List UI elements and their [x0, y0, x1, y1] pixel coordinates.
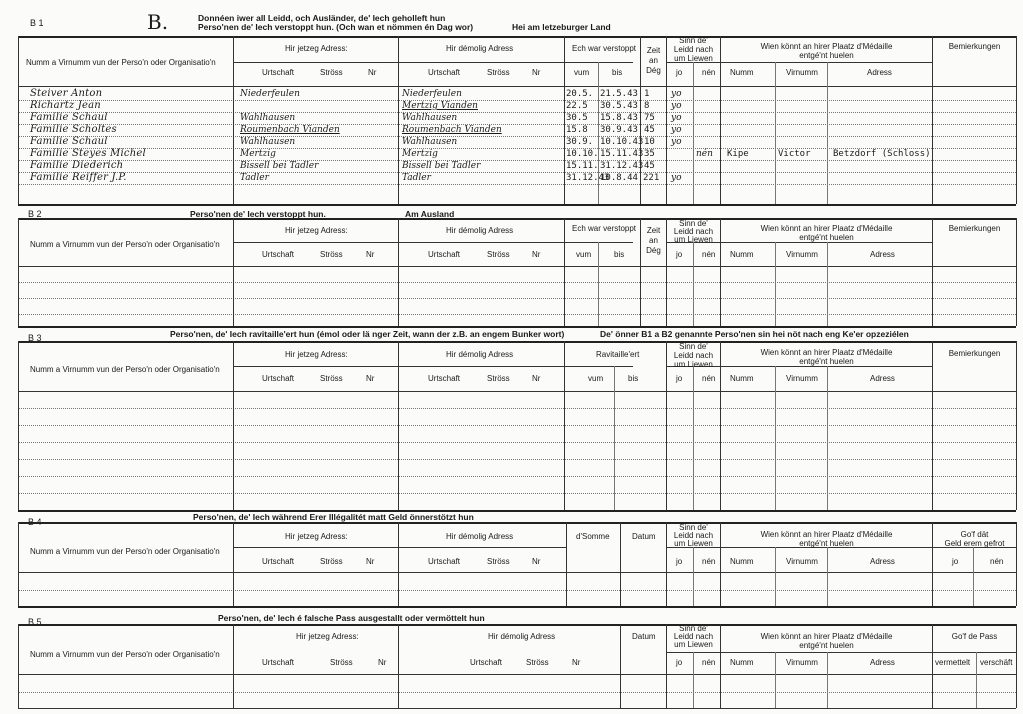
b1-row-bis: 10.8.44 — [600, 173, 638, 183]
b1-row-vum: 30.5 — [566, 113, 588, 123]
b1-row-name: Steiver Anton — [30, 88, 103, 99]
b1-row-current: Tadler — [240, 173, 269, 183]
b4-sub-urtschaft2: Urtschaft — [428, 557, 461, 566]
b1-row-bis: 15.11.43 — [600, 149, 644, 159]
b4-sub-jo2: jo — [952, 557, 959, 566]
b4-col-datum: Datum — [632, 532, 656, 541]
b2-col-medal1: Wien könnt an hirer Plaatz d'Médaille — [760, 224, 893, 233]
b5-sub-urtschaft: Urtschaft — [262, 658, 295, 667]
b1-sub-virnumm: Virnumm — [786, 68, 818, 77]
b1-row-vum: 15.8 — [566, 125, 588, 135]
b1-row-name: Familie Diederich — [30, 160, 124, 171]
b2-sub-bis: bis — [614, 250, 625, 259]
b5-sub-stross: Ströss — [330, 658, 353, 667]
b3-sub-urtschaft2: Urtschaft — [428, 374, 461, 383]
b1-row-days: 1 — [644, 89, 650, 99]
b1-row-days: 221 — [643, 173, 660, 183]
b2-sub-urtschaft2: Urtschaft — [428, 250, 461, 259]
b1-row-current: Bissell bei Tadler — [240, 161, 319, 171]
b3-sub-numm: Numm — [730, 374, 754, 383]
b1-row-bis: 31.12.43 — [600, 161, 644, 171]
b4-col-current: Hir jetzeg Adress: — [285, 532, 348, 541]
b1-row-jo: yo — [671, 125, 682, 135]
b2-sub-stross2: Ströss — [487, 250, 510, 259]
b2-col-former: Hir démolig Adress — [446, 226, 514, 235]
b5-sub-urtschaft2: Urtschaft — [470, 658, 503, 667]
b1-row-former: Wahlhausen — [402, 137, 458, 147]
b1-row-name: Familie Reiffer J.P. — [30, 172, 127, 183]
b5-col-former: Hir démolig Adress — [488, 632, 556, 641]
b1-row-vum: 30.9. — [566, 137, 594, 147]
b1-row-current: Wahlhausen — [240, 137, 296, 147]
b1-row-days: 75 — [644, 113, 655, 123]
b1-col-danger1: Sinn de' — [679, 36, 708, 45]
b5-sub-stross2: Ströss — [526, 658, 549, 667]
b4-sub-stross2: Ströss — [487, 557, 510, 566]
page-section-letter: B. — [147, 10, 169, 34]
b1-row-nen: nén — [696, 149, 713, 159]
b1-row-bis: 10.10.43 — [600, 137, 644, 147]
b5-col-datum: Datum — [632, 632, 656, 641]
b3-sub-urtschaft: Urtschaft — [262, 374, 295, 383]
b2-col-hidden: Ech war verstoppt — [572, 224, 637, 233]
b3-col-medal2: entgé'nt huelen — [799, 357, 854, 366]
b1-sub-adress: Adress — [867, 68, 892, 77]
b5-sub-virnumm: Virnumm — [786, 658, 818, 667]
b3-sub-nr2: Nr — [532, 374, 541, 383]
b1-col-name: Numm a Virnumm vun der Perso'n oder Organisatio'n — [26, 58, 216, 67]
b3-col-danger1: Sinn de' — [679, 342, 708, 351]
b1-row-medal-numm: Kipe — [727, 149, 749, 159]
b3-sub-stross: Ströss — [320, 374, 343, 383]
b4-col-name: Numm a Virnumm vun der Perso'n oder Organisatio'n — [30, 547, 220, 556]
b1-sub-urtschaft: Urtschaft — [262, 68, 295, 77]
b1-row-vum: 22.5 — [566, 101, 588, 111]
b2-col-time2: an — [649, 236, 658, 245]
b3-col-ravit: Ravitaille'ert — [596, 350, 640, 359]
b1-row-vum: 20.5. — [566, 89, 594, 99]
b4-col-former: Hir démolig Adress — [446, 532, 514, 541]
section-b1-label: B 1 — [30, 18, 44, 28]
b5-sub-numm: Numm — [730, 658, 754, 667]
section-b2-label: B 2 — [28, 209, 42, 219]
b4-sub-virnumm: Virnumm — [786, 557, 818, 566]
b4-sub-jo: jo — [676, 557, 683, 566]
b4-sub-numm: Numm — [730, 557, 754, 566]
b1-row-bis: 30.5.43 — [600, 101, 638, 111]
b1-row-jo: yo — [671, 137, 682, 147]
b4-col-somme: d'Somme — [576, 532, 610, 541]
b1-col-time3: Dég — [646, 66, 661, 75]
b1-col-danger2: Leidd nach — [673, 45, 714, 54]
b3-sub-jo: jo — [676, 374, 683, 383]
header-line2-extra: Hei am letzeburger Land — [512, 22, 611, 32]
b1-row-bis: 15.8.43 — [600, 113, 638, 123]
b2-col-remarks: Bemierkungen — [948, 224, 1001, 233]
b3-sub-adress: Adress — [870, 374, 895, 383]
b1-row-jo: yo — [671, 89, 682, 99]
b5-col-pass: Go'f de Pass — [951, 632, 998, 641]
b2-col-name: Numm a Virnumm vun der Perso'n oder Organisatio'n — [30, 240, 220, 249]
b2-sub-stross: Ströss — [320, 250, 343, 259]
b1-sub-stross: Ströss — [320, 68, 343, 77]
b4-col-danger1: Sinn de' — [679, 523, 708, 532]
b1-row-former: Mertzig — [402, 149, 438, 159]
b1-row-name: Familie Steyes Michel — [30, 148, 146, 159]
b5-sub-jo: jo — [676, 658, 683, 667]
b5-col-danger1: Sinn de' — [679, 624, 708, 633]
b1-col-time2: an — [649, 56, 658, 65]
b1-sub-vum: vum — [574, 68, 590, 77]
b1-sub-numm: Numm — [730, 68, 754, 77]
b2-sub-jo: jo — [676, 250, 683, 259]
b2-col-time3: Dég — [646, 246, 661, 255]
b1-sub-urtschaft2: Urtschaft — [428, 68, 461, 77]
b1-row-former: Roumenbach Vianden — [402, 125, 502, 135]
b3-sub-stross2: Ströss — [487, 374, 510, 383]
b5-col-danger2: Leidd nach — [673, 632, 714, 641]
b1-col-medal1: Wien könnt an hirer Plaatz d'Médaille — [760, 42, 893, 51]
b1-sub-nr: Nr — [368, 68, 377, 77]
b1-row-name: Familie Schaul — [30, 112, 108, 123]
b2-sub-virnumm: Virnumm — [786, 250, 818, 259]
b1-col-former: Hir démolig Adress — [446, 44, 514, 53]
b3-sub-nr: Nr — [366, 374, 375, 383]
b5-sub-verschaft: verschäft — [980, 658, 1013, 667]
section-b4-label: B 4 — [28, 517, 42, 527]
b4-col-danger3: um Liewen — [674, 539, 713, 548]
b4-sub-urtschaft: Urtschaft — [262, 557, 295, 566]
b2-col-danger1: Sinn de' — [679, 219, 708, 228]
b4-sub-nen: nén — [702, 557, 716, 566]
b4-col-gold2: Geld erem gefrot — [944, 539, 1005, 548]
b4-col-medal1: Wien könnt an hirer Plaatz d'Médaille — [760, 530, 893, 539]
b2-col-danger3: um Liewen — [674, 235, 713, 244]
b5-sub-vermettelt: vermettelt — [935, 658, 971, 667]
b2-col-time: Zeit — [646, 226, 661, 235]
b1-row-current: Mertzig — [240, 149, 276, 159]
b1-sub-nr2: Nr — [532, 68, 541, 77]
b2-sub-adress: Adress — [870, 250, 895, 259]
b2-title-extra: Am Ausland — [405, 209, 455, 219]
b5-sub-nr2: Nr — [572, 658, 581, 667]
b4-sub-adress: Adress — [870, 557, 895, 566]
b3-col-danger3: um Liewen — [674, 360, 713, 369]
b1-sub-nen: nén — [702, 68, 716, 77]
b1-row-bis: 30.9.43 — [600, 125, 638, 135]
b5-col-medal2: entgé'nt huelen — [799, 641, 854, 650]
b2-sub-numm: Numm — [730, 250, 754, 259]
b1-row-current: Roumenbach Vianden — [240, 125, 340, 135]
b4-col-gold1: Go'f dät — [960, 530, 989, 539]
b3-col-medal1: Wien könnt an hirer Plaatz d'Médaille — [760, 348, 893, 357]
b1-row-vum: 31.12.43 — [566, 173, 610, 183]
b2-sub-vum: vum — [576, 250, 592, 259]
b1-col-remarks: Bemierkungen — [948, 42, 1001, 51]
b4-title: Perso'nen, de' Iech während Erer Illégalitét matt Geld önnerstötzt hun — [193, 512, 474, 522]
b4-sub-nr2: Nr — [532, 557, 541, 566]
b1-row-former: Bissell bei Tadler — [402, 161, 481, 171]
b1-row-jo: yo — [671, 173, 682, 183]
b5-sub-nen: nén — [702, 658, 716, 667]
b2-col-danger2: Leidd nach — [673, 227, 714, 236]
b1-row-former: Tadler — [402, 173, 431, 183]
b1-row-former: Niederfeulen — [402, 89, 462, 99]
b1-row-bis: 21.5.43 — [600, 89, 638, 99]
b3-title: Perso'nen, de' Iech ravitaille'ert hun (émol oder lä nger Zeit, wann der z.B. an engem Bunker wort) — [170, 329, 565, 339]
b1-col-time: Zeit — [646, 46, 661, 55]
b5-title: Perso'nen, de' Iech é falsche Pass ausgestallt oder vermöttelt hun — [218, 613, 485, 623]
b1-row-days: 45 — [644, 125, 655, 135]
b2-sub-urtschaft: Urtschaft — [262, 250, 295, 259]
b5-col-danger3: um Liewen — [674, 640, 713, 649]
b4-sub-nr: Nr — [366, 557, 375, 566]
b4-col-danger2: Leidd nach — [673, 531, 714, 540]
b4-sub-stross: Ströss — [320, 557, 343, 566]
section-b5-label: B 5 — [28, 617, 42, 627]
b2-col-current: Hir jetzeg Adress: — [285, 226, 348, 235]
b1-row-days: 8 — [644, 101, 650, 111]
b1-col-current: Hir jetzeg Adress: — [285, 44, 348, 53]
b2-title: Perso'nen de' Iech verstoppt hun. — [190, 209, 326, 219]
b1-row-medal-adress: Betzdorf (Schloss) — [833, 149, 931, 159]
b5-col-name: Numm a Virnumm vun der Perso'n oder Organisatio'n — [30, 650, 220, 659]
b4-sub-nen2: nén — [990, 557, 1004, 566]
b3-col-name: Numm a Virnumm vun der Perso'n oder Organisatio'n — [30, 365, 220, 374]
b1-sub-stross2: Ströss — [487, 68, 510, 77]
b1-row-name: Richartz Jean — [30, 100, 101, 111]
b5-col-current: Hir jetzeg Adress: — [296, 632, 359, 641]
b3-col-current: Hir jetzeg Adress: — [285, 350, 348, 359]
b5-col-medal1: Wien könnt an hirer Plaatz d'Médaille — [760, 632, 893, 641]
b3-col-remarks: Bemierkungen — [948, 349, 1001, 358]
b3-col-danger2: Leidd nach — [673, 351, 714, 360]
b1-row-name: Familie Scholtes — [30, 124, 117, 135]
b1-sub-jo: jo — [676, 68, 683, 77]
b1-col-hidden: Ech war verstoppt — [572, 44, 637, 53]
b2-sub-nr2: Nr — [532, 250, 541, 259]
b2-sub-nen: nén — [702, 250, 716, 259]
b5-sub-nr: Nr — [378, 658, 387, 667]
b1-row-days: 35 — [644, 149, 655, 159]
b4-col-medal2: entgé'nt huelen — [799, 539, 854, 548]
b1-row-name: Familie Schaul — [30, 136, 108, 147]
b3-col-former: Hir démolig Adress — [446, 350, 514, 359]
b3-sub-nen: nén — [702, 374, 716, 383]
b1-row-current: Niederfeulen — [240, 89, 300, 99]
b1-row-days: 45 — [644, 161, 655, 171]
b1-col-medal2: entgé'nt huelen — [799, 51, 854, 60]
b2-sub-nr: Nr — [366, 250, 375, 259]
b3-sub-bis: bis — [628, 374, 639, 383]
b1-row-current: Wahlhausen — [240, 113, 296, 123]
b1-row-vum: 15.11. — [566, 161, 599, 171]
b1-col-danger3: um Liewen — [674, 54, 713, 63]
b1-row-former: Mertzig Vianden — [402, 101, 478, 111]
b1-sub-bis: bis — [612, 68, 623, 77]
header-line2: Perso'nen de' Iech verstoppt hun. (Och wan et nömmen én Dag wor) — [198, 22, 474, 32]
b3-title-extra: De' önner B1 a B2 genannte Perso'nen sin hei nöt nach eng Ke'er opzeziélen — [600, 329, 909, 339]
b5-sub-adress: Adress — [870, 658, 895, 667]
b1-row-jo: yo — [671, 101, 682, 111]
b3-sub-vum: vum — [588, 374, 604, 383]
b1-row-vum: 10.10. — [566, 149, 599, 159]
b1-row-medal-virnumm: Victor — [778, 149, 811, 159]
header-line1: Donnéen iwer all Leidd, och Ausländer, de' Iech geholleft hun — [198, 13, 446, 23]
b3-sub-virnumm: Virnumm — [786, 374, 818, 383]
b2-col-medal2: entgé'nt huelen — [799, 233, 854, 242]
b1-row-former: Wahlhausen — [402, 113, 458, 123]
b1-row-days: 10 — [644, 137, 655, 147]
section-b3-label: B 3 — [28, 333, 42, 343]
b1-row-jo: yo — [671, 113, 682, 123]
